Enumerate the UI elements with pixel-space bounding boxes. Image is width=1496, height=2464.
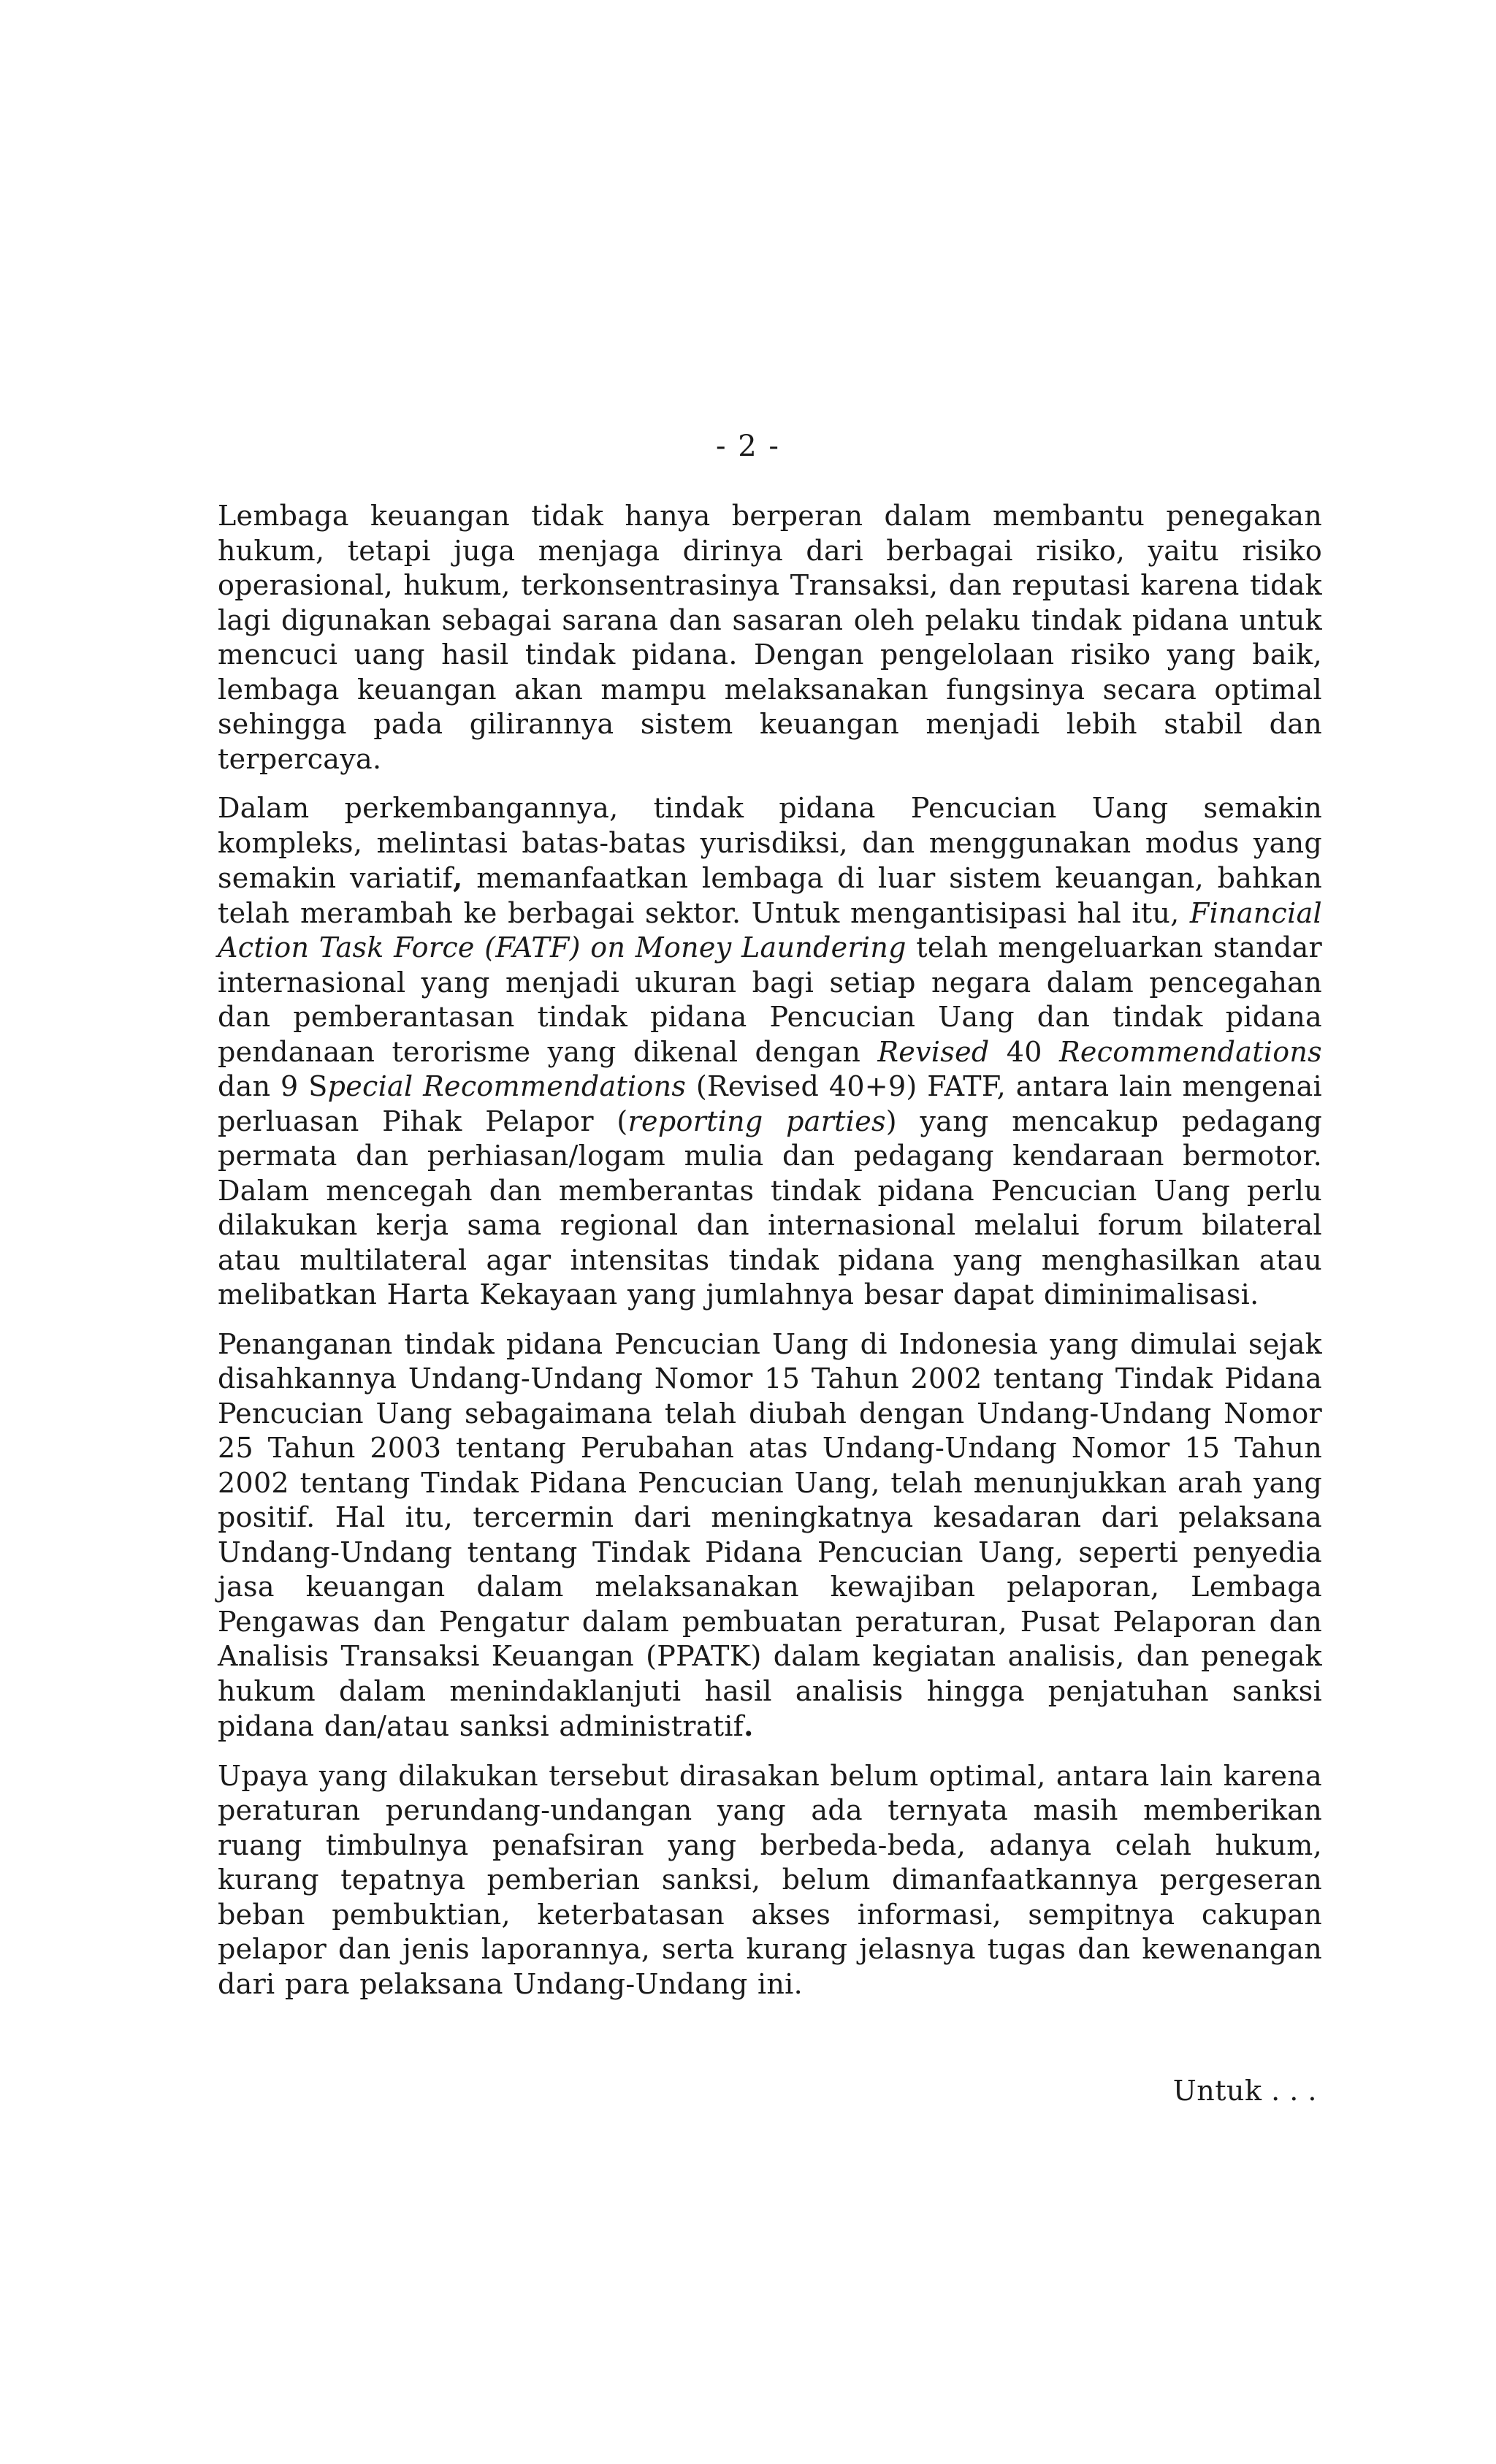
paragraph-2-text: telah mengeluarkan standar internasional yang menjadi ukuran bagi setiap negara dalam pencegahan dan pemberantasan tindak pidana Pencucian Uang dan tindak pidana pendanaan terorisme yang dikenal dengan: [218, 931, 1322, 1068]
paragraph-2-comma: ,: [453, 861, 463, 894]
paragraph-3-period: .: [744, 1709, 754, 1742]
paragraph-2-text: (Revised 40+9) FATF, antara lain mengenai perluasan Pihak Pelapor (: [218, 1070, 1322, 1137]
paragraph-2-text: Dalam perkembangannya, tindak pidana Pencucian Uang semakin kompleks, melintasi batas-batas yurisdiksi, dan menggunakan modus yang semakin variatif: [218, 792, 1322, 894]
body-text: [218, 499, 1322, 2016]
page-number: - 2 -: [716, 430, 780, 463]
paragraph-4: [218, 1759, 1322, 2002]
recommendations-term: Recommendations: [1058, 1035, 1322, 1068]
paragraph-2-text: memanfaatkan lembaga di luar sistem keuangan, bahkan telah merambah ke berbagai sektor. Untuk mengantisipasi hal itu,: [218, 862, 1322, 929]
revised-term: Revised: [877, 1035, 990, 1068]
paragraph-2: [218, 791, 1322, 1313]
fatf-name: Financial Action Task Force (FATF) on Money Laundering: [218, 896, 1322, 964]
paragraph-2-text: 40: [989, 1035, 1059, 1068]
catchword: Untuk . . .: [1172, 2075, 1317, 2107]
reporting-parties-term: reporting parties: [627, 1105, 886, 1137]
paragraph-3-text: Penanganan tindak pidana Pencucian Uang di Indonesia yang dimulai sejak disahkannya Undang-Undang Nomor 15 Tahun 2002 tentang Tindak Pidana Pencucian Uang sebagaimana telah diubah dengan Undang-Undang Nomor 25 Tahun 2003 tentang Perubahan atas Undang-Undang Nomor 15 Tahun 2002 tentang Tindak Pidana Pencucian Uang, telah menunjukkan arah yang positif. Hal itu, tercermin dari meningkatnya kesadaran dari pelaksana Undang-Undang tentang Tindak Pidana Pencucian Uang, seperti penyedia jasa keuangan dalam melaksanakan kewajiban pelaporan, Lembaga Pengawas dan Pengatur dalam pembuatan peraturan, Pusat Pelaporan dan Analisis Transaksi Keuangan (PPATK) dalam kegiatan analisis, dan penegak hukum dalam menindaklanjuti hasil analisis hingga penjatuhan sanksi pidana dan/atau sanksi administratif: [218, 1327, 1322, 1742]
paragraph-1-text: Lembaga keuangan tidak hanya berperan dalam membantu penegakan hukum, tetapi juga menjaga dirinya dari berbagai risiko, yaitu risiko operasional, hukum, terkonsentrasinya Transaksi, dan reputasi karena tidak lagi digunakan sebagai sarana dan sasaran oleh pelaku tindak pidana untuk mencuci uang hasil tindak pidana. Dengan pengelolaan risiko yang baik, lembaga keuangan akan mampu melaksanakan fungsinya secara optimal sehingga pada gilirannya sistem keuangan menjadi lebih stabil dan terpercaya.: [218, 500, 1322, 775]
special-recommendations-term: pecial Recommendations: [327, 1070, 687, 1102]
paragraph-3: [218, 1327, 1322, 1744]
paragraph-4-text: Upaya yang dilakukan tersebut dirasakan belum optimal, antara lain karena peraturan perundang-undangan yang ada ternyata masih memberikan ruang timbulnya penafsiran yang berbeda-beda, adanya celah hukum, kurang tepatnya pemberian sanksi, belum dimanfaatkannya pergeseran beban pembuktian, keterbatasan akses informasi, sempitnya cakupan pelapor dan jenis laporannya, serta kurang jelasnya tugas dan kewenangan dari para pelaksana Undang-Undang ini.: [218, 1759, 1322, 2000]
paragraph-2-text: dan 9 S: [218, 1070, 328, 1102]
paragraph-1: [218, 499, 1322, 777]
paragraph-2-text: ) yang mencakup pedagang permata dan perhiasan/logam mulia dan pedagang kendaraan bermotor. Dalam mencegah dan memberantas tindak pidana Pencucian Uang perlu dilakukan kerja sama regional dan internasional melalui forum bilateral atau multilateral agar intensitas tindak pidana yang menghasilkan atau melibatkan Harta Kekayaan yang jumlahnya besar dapat diminimalisasi.: [218, 1105, 1322, 1311]
